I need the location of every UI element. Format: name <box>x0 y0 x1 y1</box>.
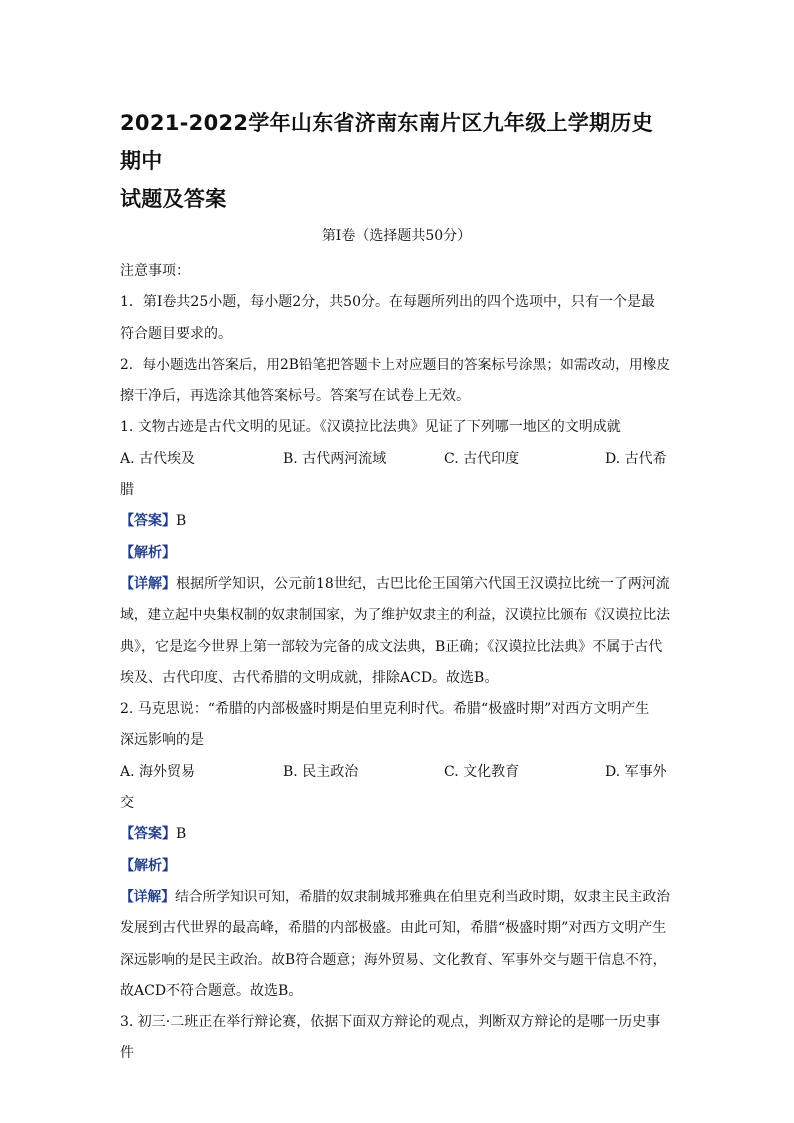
q1-detail-tag: 【详解】 <box>120 575 176 592</box>
q1-option-a: A. 古代埃及 <box>120 450 196 467</box>
q3-stem-cont: 件 <box>120 1045 134 1062</box>
q1-option-b: B. 古代两河流域 <box>283 450 387 467</box>
q3-stem: 3. 初三·二班正在举行辩论赛，依据下面双方辩论的观点，判断双方辩论的是哪一历史事 <box>120 1014 661 1031</box>
q1-detail-line-4: 埃及、古代印度、古代希腊的文明成就，排除ACD。故选B。 <box>120 669 499 686</box>
q1-detail-line-2: 域，建立起中央集权制的奴隶制国家，为了维护奴隶主的利益，汉谟拉比颁布《汉谟拉比法 <box>120 607 671 624</box>
q1-option-c: C. 古代印度 <box>444 450 520 467</box>
q2-option-c: C. 文化教育 <box>444 763 520 780</box>
document-content <box>120 104 673 1070</box>
q2-option-a: A. 海外贸易 <box>120 763 196 780</box>
q1-options <box>120 444 673 475</box>
document-title <box>120 104 673 218</box>
q1-analysis <box>120 538 673 569</box>
q1-detail-text-1: 根据所学知识，公元前18世纪，古巴比伦王国第六代国王汉谟拉比统一了两河流 <box>176 575 670 592</box>
q2-detail-line-1 <box>120 882 673 913</box>
q2-analysis-tag: 【解析】 <box>120 857 176 874</box>
notice-item-1: 1．第Ⅰ卷共25小题，每小题2分，共50分。在每题所列出的四个选项中，只有一个是最 <box>120 294 655 311</box>
q2-option-b: B. 民主政治 <box>283 763 359 780</box>
q2-stem-cont: 深远影响的是 <box>120 732 204 749</box>
q2-detail-tag: 【详解】 <box>120 888 176 905</box>
q2-option-wrap: 交 <box>120 795 134 812</box>
q1-answer-tag: 【答案】 <box>120 513 176 530</box>
q2-detail-line-4: 故ACD不符合题意。故选B。 <box>120 982 303 999</box>
notice-item-2: 2．每小题选出答案后，用2B铅笔把答题卡上对应题目的答案标号涂黑；如需改动，用橡皮 <box>120 356 671 373</box>
q2-detail-line-2: 发展到古代世界的最高峰，希腊的内部极盛。由此可知，希腊“极盛时期”对西方文明产生 <box>120 920 667 937</box>
notice-item-2-cont: 擦干净后，再选涂其他答案标号。答案写在试卷上无效。 <box>120 388 470 405</box>
title-line-1: 2021-2022学年山东省济南东南片区九年级上学期历史期中 <box>120 111 654 173</box>
q1-detail-line-3: 典》，它是迄今世界上第一部较为完备的成文法典，B正确；《汉谟拉比法典》不属于古代 <box>120 638 663 655</box>
notice-heading: 注意事项： <box>120 263 190 279</box>
q2-answer-tag: 【答案】 <box>120 826 176 843</box>
section-header: 第Ⅰ卷（选择题共50分） <box>321 228 472 244</box>
title-line-2: 试题及答案 <box>120 187 227 211</box>
q2-option-d: D. 军事外 <box>605 763 667 780</box>
q2-analysis <box>120 851 673 882</box>
q1-detail-line-1 <box>120 569 673 600</box>
q2-options <box>120 757 673 788</box>
q1-option-wrap: 腊 <box>120 482 134 499</box>
q1-stem: 1. 文物古迹是古代文明的见证。《汉谟拉比法典》见证了下列哪一地区的文明成就 <box>120 419 621 436</box>
notice-item-1-cont: 符合题目要求的。 <box>120 325 232 342</box>
q2-detail-line-3: 深远影响的是民主政治。故B符合题意；海外贸易、文化教育、军事外交与题干信息不符， <box>120 951 667 968</box>
q1-answer <box>120 506 673 537</box>
q1-analysis-tag: 【解析】 <box>120 544 176 561</box>
q2-stem: 2. 马克思说：“希腊的内部极盛时期是伯里克利时代。希腊“极盛时期”对西方文明产生 <box>120 701 650 718</box>
q2-answer-value: B <box>176 826 187 843</box>
q2-answer <box>120 819 673 850</box>
q2-detail-text-1: 结合所学知识可知，希腊的奴隶制城邦雅典在伯里克利当政时期，奴隶主民主政治 <box>175 888 671 905</box>
q1-answer-value: B <box>176 513 187 530</box>
q1-option-d: D. 古代希 <box>605 450 667 467</box>
